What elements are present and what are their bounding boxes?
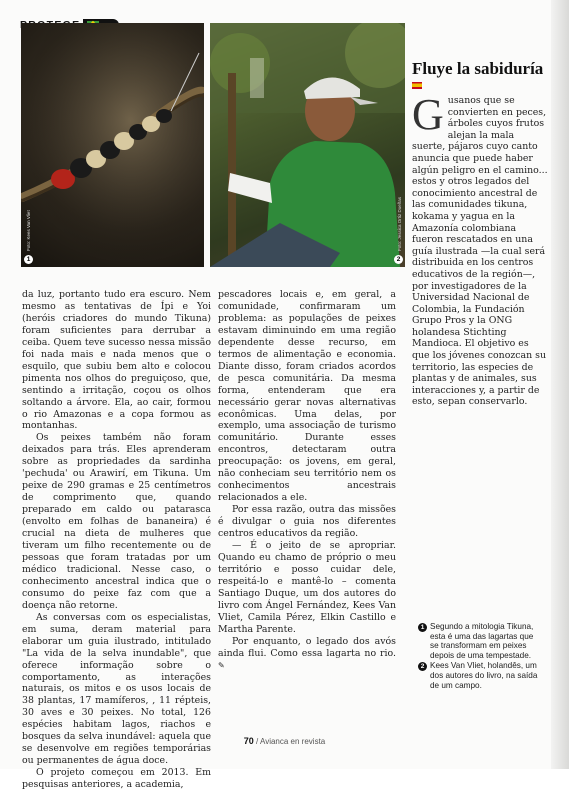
article-paragraph: Por essa razão, outra das missões é divulgar o guia nos diferentes centros educativos da região. [218,504,396,540]
article-column-2 [218,289,396,672]
sidebar-title: Fluye la sabiduría [412,59,544,78]
caption-item [418,661,544,690]
caption-text: Segundo a mitologia Tikuna, esta é uma das lagartas que se transformam em peixes depois de uma tempestade. [430,622,534,660]
man-portrait-photo [210,23,405,267]
caterpillar-photo [21,23,204,267]
article-paragraph: da luz, portanto tudo era escuro. Nem mesmo as tentativas de Ípi e Yoi (heróis criadores do mundo Tikuna) foram suficientes para derrubar a ceiba. Quem teve sucesso nessa missão foi nada mais e nada menos que o esquilo, que subiu bem alto e colocou pimenta nos olhos do preguiçoso, que, sentindo a irritação, coçou os olhos soltando a árvore. Ela, ao cair, formou o rio Amazonas e a copa formou as montanhas. [22,289,211,432]
man-portrait-illustration [210,23,405,267]
drop-cap: G [412,90,444,139]
footer-separator: / [256,737,259,746]
article-paragraph: O projeto começou em 2013. Em pesquisas anteriores, a academia, [22,767,211,791]
photo-credit-1: Foto: Kees Van Vliet [26,210,31,251]
article-paragraph: As conversas com os especialistas, em suma, deram material para elaborar um guia ilustrado, intitulado "La vida de la selva inundable", que oferece informação sobre o comportamento, as interações naturais, os mitos e os usos locais de 38 plantas, 17 mamíferos, , 11 répteis, 30 aves e 30 peixes. No total, 126 espécies habitam lagos, riachos e bosques da selva inundável: aquela que se desenvolve em regiões temporárias ou permanentes de água doce. [22,611,211,767]
caption-item [418,622,544,660]
page-footer [0,736,569,746]
article-paragraph-text: Por enquanto, o legado dos avós ainda flui. Como essa lagarta no rio. [218,635,396,659]
sidebar-body [412,90,548,408]
end-mark-icon: ✎ [218,660,225,670]
caption-number: 2 [418,662,427,671]
photo-number-1: 1 [24,255,33,264]
article-paragraph: Os peixes também não foram deixados para trás. Eles aprenderam sobre as propriedades da sardinha 'pechuda' ou Arawirí, em Tikuna. Um peixe de 290 gramas e 25 centímetros de comprimento que, quando preparado em caldo ou patarasca (envolto em folhas de bananeira) é crucial na dieta de mulheres que tiveram um filho recentemente ou de pessoas que foram tratadas por um médico tradicional. Nesse caso, o conhecimento ancestral indica que o consumo do peixe faz com que a doença não retorne. [22,432,211,611]
caption-number: 1 [418,623,427,632]
sidebar-box [412,60,548,408]
page-number: 70 [243,736,254,746]
photo-credit-2: Foto: Jessica Ortiz Dueñas [397,196,402,251]
article-paragraph: — É o jeito de se apropriar. Quando eu chamo de próprio o meu território e posso cuidar dele, respeitá-lo e mantê-lo – comenta Santiago Duque, um dos autores do livro com Ángel Fernández, Kees Van Vliet, Camila Pérez, Elkin Castillo e Martha Parente. [218,540,396,635]
page-spine-shadow [551,0,569,769]
caption-text: Kees Van Vliet, holandês, um dos autores do livro, na saída de um campo. [430,661,538,690]
article-column-1 [22,289,211,791]
spain-flag-icon [412,82,422,89]
photo-captions [418,622,544,691]
article-paragraph-last [218,636,396,672]
sidebar-text: usanos que se convierten en peces, árboles cuyos frutos alejan la mala suerte, pájaros cuyo canto anuncia que puede haber algún peligro en el camino... estos y otros legados del conocimiento ancestral de las comunidades tikuna, kokama y yagua en la Amazonía colombiana fueron rescatados en una guía ilustrada —la cual será distribuida en los centros educativos de la región—, por investigadores de la Universidad Nacional de Colombia, la Fundación Grupo Pros y la ONG holandesa Stichting Mandioca. El objetivo es que los jóvenes conozcan su territorio, las especies de plantas y de animales, sus interacciones y, a partir de esto, sepan conservarlo. [412,95,548,408]
article-paragraph: pescadores locais e, em geral, a comunidade, confirmaram um problema: as populações de peixes estavam diminuindo em uma região dependente desse recurso, em termos de alimentação e economia. Diante disso, foram criados acordos de pesca comunitária. Da mesma forma, entenderam que era necessário gerar novas alternativas econômicas. Uma delas, por exemplo, uma associação de turismo comunitário. Durante esses encontros, detectaram outra preocupação: os jovens, em geral, não conheciam seu território nem os conhecimentos ancestrais relacionados a ele. [218,289,396,504]
caterpillar-illustration [21,23,204,267]
photo-number-2: 2 [394,255,403,264]
magazine-name: Avianca en revista [260,737,326,746]
